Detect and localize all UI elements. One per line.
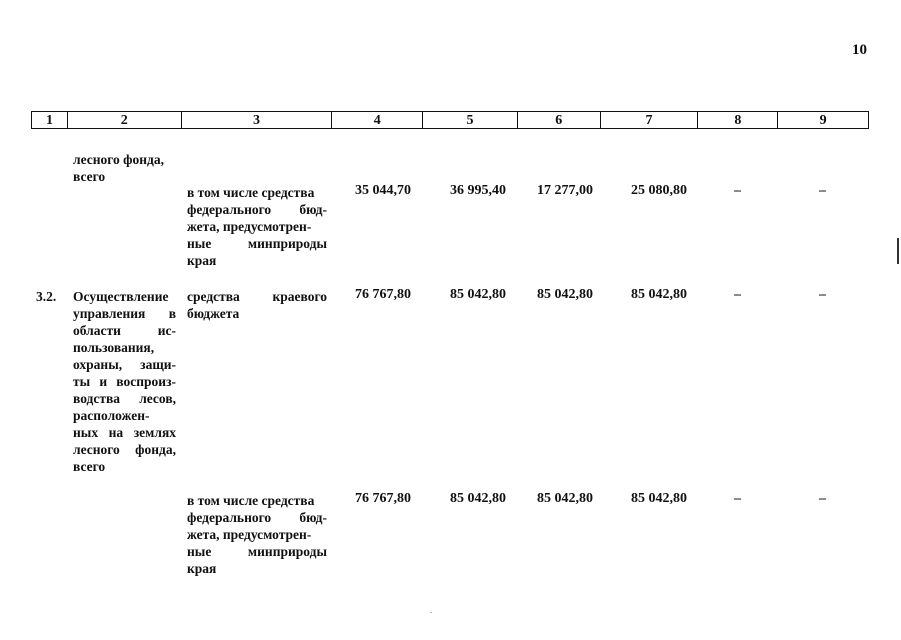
row-3-source-line: жета, предусмотрен-	[187, 527, 312, 542]
row-2-source-line: бюджета	[187, 306, 240, 321]
row-1-source-line: края	[187, 253, 217, 268]
row-2-dash-col8: –	[734, 287, 741, 302]
row-2-dash-col9: –	[819, 287, 826, 302]
row-3-dash-col9: –	[819, 491, 826, 506]
row-3-value-col4: 76 767,80	[355, 491, 411, 506]
row-3-source-line: в том числе средства	[187, 493, 315, 508]
scan-edge-mark	[897, 238, 899, 264]
row-1-value-col7: 25 080,80	[631, 183, 687, 198]
row-2-source	[187, 288, 327, 322]
row-3-source-line: федерального бюд-	[187, 510, 327, 525]
row-0-name-line: всего	[73, 169, 106, 184]
row-2-name-line: ных на землях	[73, 425, 176, 440]
row-2-value-col7: 85 042,80	[631, 287, 687, 302]
row-1-source-line: ные минприроды	[187, 236, 327, 251]
row-1-source-line: федерального бюд-	[187, 202, 327, 217]
row-3-source	[187, 492, 327, 577]
page-number: 10	[852, 42, 867, 58]
column-number-header	[31, 111, 869, 129]
row-2-name-line: пользования,	[73, 340, 155, 355]
row-2-name-line: ты и воспроиз-	[73, 374, 176, 389]
row-2-value-col6: 85 042,80	[537, 287, 593, 302]
row-3-source-line: ные минприроды	[187, 544, 327, 559]
row-3-source-line: края	[187, 561, 217, 576]
row-2-name-line: области ис-	[73, 323, 176, 338]
row-0-name-line: лесного фонда,	[73, 152, 164, 167]
row-2-name-line: Осуществление	[73, 289, 169, 304]
column-number-7: 7	[601, 112, 699, 128]
row-1-source-line: жета, предусмотрен-	[187, 219, 312, 234]
row-2-index: 3.2.	[36, 289, 57, 304]
row-2-name-line: охраны, защи-	[73, 357, 176, 372]
row-3-value-col5: 85 042,80	[450, 491, 506, 506]
row-2-name-line: всего	[73, 459, 106, 474]
scan-artifact	[430, 612, 432, 613]
row-1-dash-col9: –	[819, 183, 826, 198]
row-2-name-line: водства лесов,	[73, 391, 176, 406]
row-1-value-col4: 35 044,70	[355, 183, 411, 198]
row-3-dash-col8: –	[734, 491, 741, 506]
row-2-value-col4: 76 767,80	[355, 287, 411, 302]
column-number-5: 5	[423, 112, 518, 128]
row-3-value-col6: 85 042,80	[537, 491, 593, 506]
column-number-8: 8	[698, 112, 778, 128]
row-2-name-line: лесного фонда,	[73, 442, 176, 457]
row-2-name	[73, 288, 176, 475]
row-1-value-col6: 17 277,00	[537, 183, 593, 198]
row-2-source-line: средства краевого	[187, 289, 327, 304]
column-number-3: 3	[182, 112, 333, 128]
row-1-source-line: в том числе средства	[187, 185, 315, 200]
row-1-dash-col8: –	[734, 183, 741, 198]
row-1-source	[187, 184, 327, 269]
row-1-value-col5: 36 995,40	[450, 183, 506, 198]
column-number-9: 9	[819, 113, 827, 128]
row-2-value-col5: 85 042,80	[450, 287, 506, 302]
column-number-6: 6	[518, 112, 601, 128]
row-2-name-line: расположен-	[73, 408, 150, 423]
row-2-name-line: управления в	[73, 306, 176, 321]
column-number-4: 4	[332, 112, 423, 128]
row-0-name	[73, 151, 177, 185]
row-3-value-col7: 85 042,80	[631, 491, 687, 506]
column-number-1: 1	[32, 112, 68, 128]
column-number-2: 2	[68, 112, 182, 128]
